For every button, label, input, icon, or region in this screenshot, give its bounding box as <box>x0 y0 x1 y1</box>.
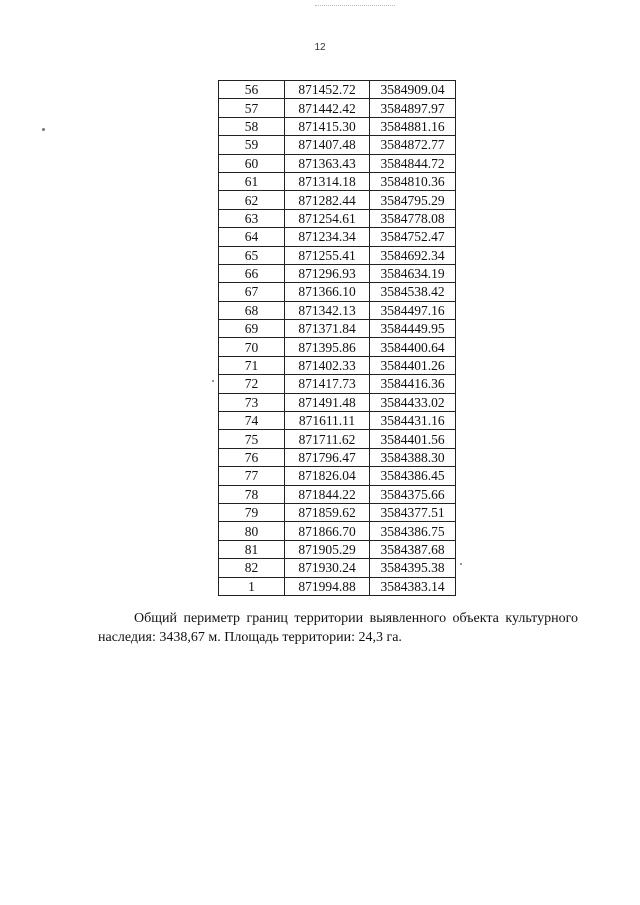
x-coordinate-cell: 871417.73 <box>285 375 370 393</box>
x-coordinate-cell: 871282.44 <box>285 191 370 209</box>
y-coordinate-cell: 3584778.08 <box>370 209 456 227</box>
x-coordinate-cell: 871415.30 <box>285 117 370 135</box>
x-coordinate-cell: 871905.29 <box>285 540 370 558</box>
point-number-cell: 63 <box>219 209 285 227</box>
table-row <box>219 467 456 485</box>
table-row <box>219 320 456 338</box>
x-coordinate-cell: 871234.34 <box>285 228 370 246</box>
scan-speck <box>212 380 214 382</box>
point-number-cell: 58 <box>219 117 285 135</box>
point-number-cell: 1 <box>219 577 285 595</box>
x-coordinate-cell: 871930.24 <box>285 559 370 577</box>
y-coordinate-cell: 3584897.97 <box>370 99 456 117</box>
y-coordinate-cell: 3584449.95 <box>370 320 456 338</box>
point-number-cell: 77 <box>219 467 285 485</box>
x-coordinate-cell: 871994.88 <box>285 577 370 595</box>
summary-paragraph: Общий периметр границ территории выявленного объекта культурного наследия: 3438,67 м. Площадь территории: 24,3 га. <box>98 611 578 645</box>
point-number-cell: 82 <box>219 559 285 577</box>
table-row <box>219 301 456 319</box>
y-coordinate-cell: 3584795.29 <box>370 191 456 209</box>
table-row <box>219 522 456 540</box>
table-row <box>219 375 456 393</box>
point-number-cell: 56 <box>219 81 285 99</box>
y-coordinate-cell: 3584844.72 <box>370 154 456 172</box>
table-row <box>219 412 456 430</box>
scan-artifact <box>315 5 395 20</box>
x-coordinate-cell: 871371.84 <box>285 320 370 338</box>
point-number-cell: 74 <box>219 412 285 430</box>
x-coordinate-cell: 871314.18 <box>285 172 370 190</box>
point-number-cell: 64 <box>219 228 285 246</box>
point-number-cell: 62 <box>219 191 285 209</box>
y-coordinate-cell: 3584401.56 <box>370 430 456 448</box>
x-coordinate-cell: 871366.10 <box>285 283 370 301</box>
point-number-cell: 71 <box>219 356 285 374</box>
y-coordinate-cell: 3584386.45 <box>370 467 456 485</box>
table-row <box>219 559 456 577</box>
x-coordinate-cell: 871452.72 <box>285 81 370 99</box>
y-coordinate-cell: 3584538.42 <box>370 283 456 301</box>
table-row <box>219 485 456 503</box>
point-number-cell: 76 <box>219 448 285 466</box>
point-number-cell: 57 <box>219 99 285 117</box>
y-coordinate-cell: 3584387.68 <box>370 540 456 558</box>
point-number-cell: 75 <box>219 430 285 448</box>
x-coordinate-cell: 871254.61 <box>285 209 370 227</box>
point-number-cell: 70 <box>219 338 285 356</box>
x-coordinate-cell: 871491.48 <box>285 393 370 411</box>
table-row <box>219 577 456 595</box>
table-row <box>219 117 456 135</box>
y-coordinate-cell: 3584395.38 <box>370 559 456 577</box>
y-coordinate-cell: 3584416.36 <box>370 375 456 393</box>
table-row <box>219 356 456 374</box>
x-coordinate-cell: 871363.43 <box>285 154 370 172</box>
table-row <box>219 99 456 117</box>
y-coordinate-cell: 3584810.36 <box>370 172 456 190</box>
point-number-cell: 68 <box>219 301 285 319</box>
point-number-cell: 61 <box>219 172 285 190</box>
table-row <box>219 338 456 356</box>
y-coordinate-cell: 3584872.77 <box>370 136 456 154</box>
point-number-cell: 81 <box>219 540 285 558</box>
table-row <box>219 136 456 154</box>
y-coordinate-cell: 3584400.64 <box>370 338 456 356</box>
table-row <box>219 448 456 466</box>
table-row <box>219 393 456 411</box>
coordinates-table-body <box>219 81 456 596</box>
table-row <box>219 191 456 209</box>
page-number: 12 <box>314 42 326 53</box>
table-row <box>219 283 456 301</box>
y-coordinate-cell: 3584377.51 <box>370 503 456 521</box>
table-row <box>219 540 456 558</box>
scan-speck <box>460 563 462 565</box>
point-number-cell: 66 <box>219 264 285 282</box>
point-number-cell: 65 <box>219 246 285 264</box>
table-row <box>219 228 456 246</box>
table-row <box>219 81 456 99</box>
y-coordinate-cell: 3584692.34 <box>370 246 456 264</box>
y-coordinate-cell: 3584909.04 <box>370 81 456 99</box>
x-coordinate-cell: 871859.62 <box>285 503 370 521</box>
x-coordinate-cell: 871442.42 <box>285 99 370 117</box>
y-coordinate-cell: 3584383.14 <box>370 577 456 595</box>
y-coordinate-cell: 3584431.16 <box>370 412 456 430</box>
point-number-cell: 73 <box>219 393 285 411</box>
y-coordinate-cell: 3584401.26 <box>370 356 456 374</box>
table-row <box>219 246 456 264</box>
table-row <box>219 154 456 172</box>
point-number-cell: 72 <box>219 375 285 393</box>
y-coordinate-cell: 3584433.02 <box>370 393 456 411</box>
point-number-cell: 69 <box>219 320 285 338</box>
point-number-cell: 60 <box>219 154 285 172</box>
x-coordinate-cell: 871395.86 <box>285 338 370 356</box>
point-number-cell: 67 <box>219 283 285 301</box>
coordinates-table <box>218 80 456 596</box>
point-number-cell: 78 <box>219 485 285 503</box>
y-coordinate-cell: 3584375.66 <box>370 485 456 503</box>
x-coordinate-cell: 871255.41 <box>285 246 370 264</box>
x-coordinate-cell: 871866.70 <box>285 522 370 540</box>
x-coordinate-cell: 871796.47 <box>285 448 370 466</box>
table-row <box>219 503 456 521</box>
y-coordinate-cell: 3584386.75 <box>370 522 456 540</box>
y-coordinate-cell: 3584752.47 <box>370 228 456 246</box>
table-row <box>219 430 456 448</box>
table-row <box>219 172 456 190</box>
x-coordinate-cell: 871844.22 <box>285 485 370 503</box>
table-row <box>219 264 456 282</box>
x-coordinate-cell: 871611.11 <box>285 412 370 430</box>
x-coordinate-cell: 871402.33 <box>285 356 370 374</box>
x-coordinate-cell: 871826.04 <box>285 467 370 485</box>
point-number-cell: 80 <box>219 522 285 540</box>
x-coordinate-cell: 871711.62 <box>285 430 370 448</box>
point-number-cell: 59 <box>219 136 285 154</box>
y-coordinate-cell: 3584634.19 <box>370 264 456 282</box>
x-coordinate-cell: 871296.93 <box>285 264 370 282</box>
y-coordinate-cell: 3584881.16 <box>370 117 456 135</box>
y-coordinate-cell: 3584497.16 <box>370 301 456 319</box>
x-coordinate-cell: 871342.13 <box>285 301 370 319</box>
scan-speck <box>42 128 45 131</box>
point-number-cell: 79 <box>219 503 285 521</box>
table-row <box>219 209 456 227</box>
x-coordinate-cell: 871407.48 <box>285 136 370 154</box>
y-coordinate-cell: 3584388.30 <box>370 448 456 466</box>
